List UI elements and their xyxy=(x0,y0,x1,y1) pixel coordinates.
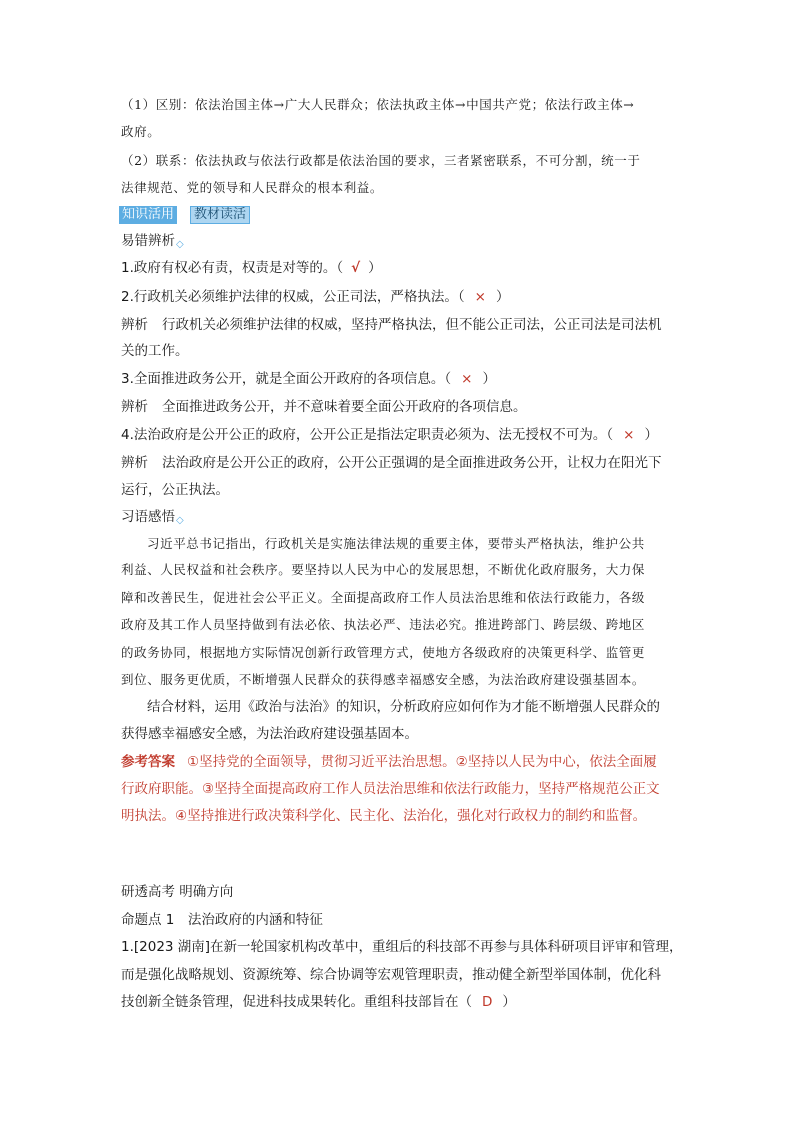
analysis-4-line-2: 运行，公正执法。 xyxy=(121,482,229,498)
proposition-point: 命题点 1 法治政府的内涵和特征 xyxy=(121,912,323,928)
gaokao-heading: 研透高考 明确方向 xyxy=(121,884,234,900)
exam-question-line-1: 1.[2023 湖南]在新一轮国家机构改革中，重组后的科技部不再参与具体科研项目评审和管理， xyxy=(121,939,683,955)
analysis-label: 辨析 xyxy=(121,317,148,333)
distinction-line-1: （1）区别：依法治国主体→广大人民群众；依法执政主体→中国共产党；依法行政主体→ xyxy=(121,97,635,112)
connection-line-1: （2）联系：依法执政与依法行政都是依法治国的要求，三者紧密联系，不可分割，统一于 xyxy=(121,153,641,168)
question-1-answer: √ xyxy=(351,260,361,276)
question-line-2: 获得感幸福感安全感，为法治政府建设强基固本。 xyxy=(121,726,418,742)
exam-question-line-2: 而是强化战略规划、资源统筹、综合协调等宏观管理职责，推动健全新型举国体制，优化科 xyxy=(121,967,661,983)
material-line-5: 的政务协同，根据地方实际情况创新行政管理方式，使地方各级政府的决策更科学、监管更 xyxy=(121,645,646,660)
analysis-2-text: 行政机关必须维护法律的权威，坚持严格执法，但不能公正司法，公正司法是司法机 xyxy=(162,317,662,333)
question-1-close: ） xyxy=(368,260,382,276)
question-3-text: 3.全面推进政务公开，就是全面公开政府的各项信息。（ xyxy=(121,371,452,387)
question-4-answer: × xyxy=(623,427,635,443)
material-line-2: 利益、人民权益和社会秩序。要坚持以人民为中心的发展思想，不断优化政府服务，大力保 xyxy=(121,562,646,577)
analysis-2-line-2: 关的工作。 xyxy=(121,343,189,359)
exam-question-close: ） xyxy=(502,994,516,1010)
material-line-4: 政府及其工作人员坚持做到有法必依、执法必严、违法必究。推进跨部门、跨层级、跨地区 xyxy=(121,617,646,632)
distinction-line-2: 政府。 xyxy=(121,124,161,139)
question-2-answer: × xyxy=(474,289,486,305)
question-4-close: ） xyxy=(644,427,658,443)
analysis-label: 辨析 xyxy=(121,399,148,415)
analysis-3-line-1 xyxy=(121,398,676,416)
question-2-text: 2.行政机关必须维护法律的权威，公正司法，严格执法。（ xyxy=(121,289,465,305)
question-line-1: 结合材料，运用《政治与法治》的知识，分析政府应如何作为才能不断增强人民群众的 xyxy=(147,699,660,715)
answer-text-1: ①坚持党的全面领导，贯彻习近平法治思想。②坚持以人民为中心，依法全面履 xyxy=(187,754,657,770)
material-line-6: 到位、服务更优质，不断增强人民群众的获得感幸福感安全感，为法治政府建设强基固本。 xyxy=(121,672,646,687)
analysis-label: 辨析 xyxy=(121,455,148,471)
analysis-4-text: 法治政府是公开公正的政府，公开公正强调的是全面推进政务公开，让权力在阳光下 xyxy=(162,455,662,471)
analysis-2-line-1 xyxy=(121,316,676,334)
question-2 xyxy=(121,288,676,306)
material-line-3: 障和改善民生，促进社会公平正义。全面提高政府工作人员法治思维和依法行政能力，各级 xyxy=(121,590,646,605)
tag-textbook-reading: 教材读活 xyxy=(190,206,250,224)
yicuo-heading-text: 易错辨析 xyxy=(121,233,175,249)
xiyu-heading-text: 习语感悟 xyxy=(121,509,175,525)
section-mark-icon: ◇ xyxy=(176,515,184,526)
exam-question-answer: D xyxy=(482,994,493,1010)
answer-line-2: 行政府职能。③坚持全面提高政府工作人员法治思维和依法行政能力，坚持严格规范公正文 xyxy=(121,781,660,797)
xiyu-heading xyxy=(121,508,676,530)
analysis-4-line-1 xyxy=(121,454,676,472)
answer-line-1 xyxy=(121,753,676,771)
answer-label: 参考答案 xyxy=(121,754,175,770)
section-mark-icon: ◇ xyxy=(176,239,184,250)
question-1 xyxy=(121,259,676,277)
connection-line-2: 法律规范、党的领导和人民群众的根本利益。 xyxy=(121,180,384,195)
question-3 xyxy=(121,370,676,388)
answer-line-3: 明执法。④坚持推进行政决策科学化、民主化、法治化，强化对行政权力的制约和监督。 xyxy=(121,808,647,824)
question-2-close: ） xyxy=(495,289,510,305)
exam-question-text: 技创新全链条管理，促进科技成果转化。重组科技部旨在（ xyxy=(121,994,472,1010)
tag-knowledge-apply: 知识活用 xyxy=(119,206,177,224)
question-3-answer: × xyxy=(461,371,473,387)
exam-question-line-3 xyxy=(121,993,676,1011)
question-1-text: 1.政府有权必有责，权责是对等的。（ xyxy=(121,260,344,276)
question-3-close: ） xyxy=(482,371,496,387)
material-line-1: 习近平总书记指出，行政机关是实施法律法规的重要主体，要带头严格执法，维护公共 xyxy=(147,536,645,551)
yicuo-heading xyxy=(121,232,676,254)
question-4 xyxy=(121,426,676,444)
question-4-text: 4.法治政府是公开公正的政府，公开公正是指法定职责必须为、法无授权不可为。（ xyxy=(121,427,614,443)
analysis-3-text: 全面推进政务公开，并不意味着要全面公开政府的各项信息。 xyxy=(162,399,527,415)
